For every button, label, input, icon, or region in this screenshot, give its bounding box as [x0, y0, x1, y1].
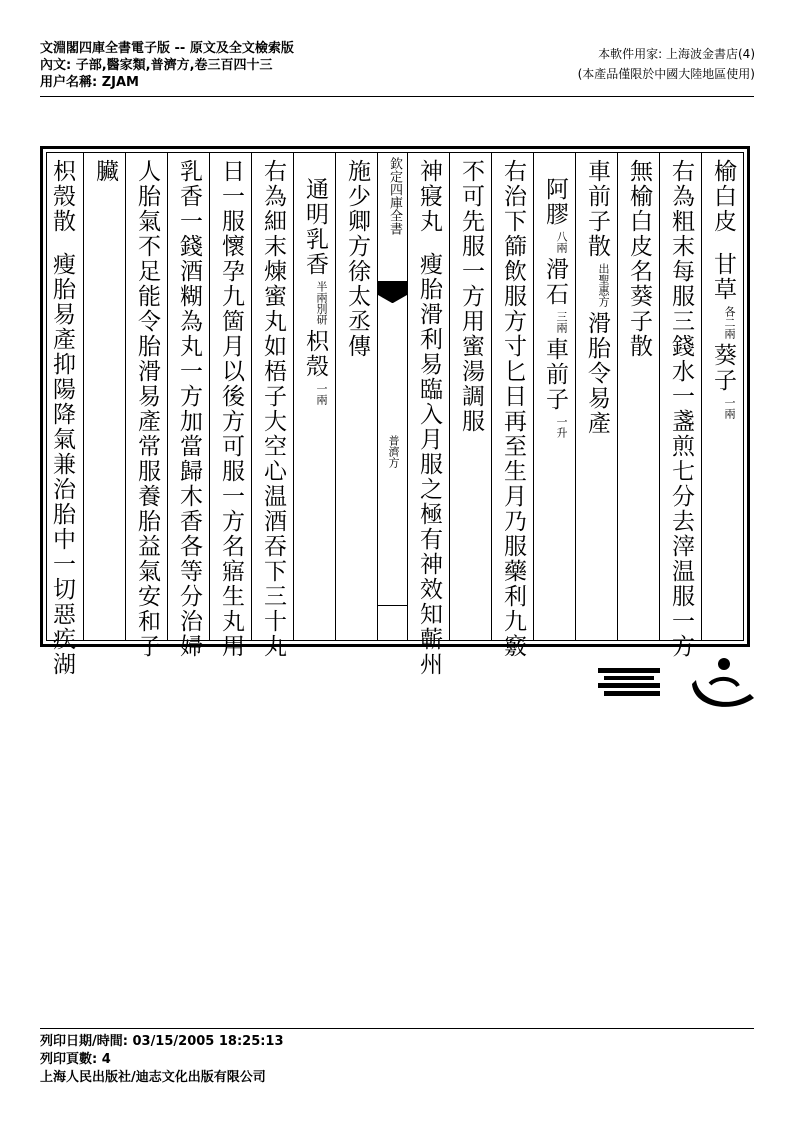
main-text: 日一服懷孕九箇月以後方可服一方名寤生丸用 [218, 159, 244, 659]
footer [40, 1033, 284, 1087]
text-column [335, 153, 377, 640]
spine-book-name: 普濟方 [387, 435, 400, 468]
spine-divider [378, 605, 407, 606]
text-column [125, 153, 167, 659]
text-column [449, 153, 491, 640]
main-text: 神寢丸 [416, 159, 442, 234]
publisher-seal-icon [598, 666, 662, 698]
column-text [211, 159, 251, 659]
main-text: 甘草 [710, 252, 736, 302]
text-column [41, 153, 83, 677]
main-text: 阿膠 [542, 177, 568, 227]
page-frame [40, 146, 750, 677]
annotation-note: 一兩 [723, 397, 736, 419]
annotation-note: 各二兩 [723, 306, 736, 339]
header-restriction: (本產品僅限於中國大陸地區使用) [577, 67, 755, 81]
header-rule [40, 96, 754, 97]
main-text: 臟 [92, 159, 118, 184]
column-text [577, 159, 617, 436]
main-text: 施少卿方徐太丞傳 [344, 159, 370, 359]
footer-print-date: 列印日期/時間: 03/15/2005 18:25:13 [40, 1034, 284, 1049]
annotation-note: 一兩 [315, 383, 328, 405]
annotation-note: 一升 [555, 416, 568, 438]
header-title: 文淵閣四庫全書電子版 -- 原文及全文檢索版 [40, 41, 294, 56]
main-text: 葵子 [710, 343, 736, 393]
column-text [295, 159, 335, 409]
header-content: 內文: 子部,醫家類,普濟方,卷三百四十三 [40, 58, 273, 73]
main-text: 車前子 [542, 337, 568, 412]
spine-title: 欽定四庫全書 [387, 157, 402, 235]
column-text [127, 159, 167, 659]
column-text [619, 159, 659, 359]
column-text [253, 159, 293, 659]
text-column [659, 153, 701, 659]
column-text [409, 159, 449, 677]
footer-publisher: 上海人民出版社/迪志文化出版有限公司 [40, 1070, 266, 1085]
text-column [251, 153, 293, 659]
annotation-note: 出聖惠方 [597, 263, 610, 307]
column-text [493, 159, 533, 659]
text-column [209, 153, 251, 659]
main-text: 車前子散 [584, 159, 610, 259]
column-text [451, 159, 491, 434]
main-text: 枳殼散 [49, 159, 75, 234]
annotation-note: 半兩別研 [315, 281, 328, 325]
main-text: 右治下篩飲服方寸匕日再至生月乃服藥利九竅 [500, 159, 526, 659]
annotation-note: 三兩 [555, 311, 568, 333]
main-text: 無榆白皮名葵子散 [626, 159, 652, 359]
main-text: 右為粗末每服三錢水一盞煎七分去滓温服一方 [668, 159, 694, 659]
footer-rule [40, 1028, 754, 1029]
text-area [46, 152, 744, 677]
main-text: 乳香一錢酒糊為丸一方加當歸木香各等分治婦 [176, 159, 202, 659]
main-text: 人胎氣不足能令胎滑易產常服養胎益氣安和子 [134, 159, 160, 659]
fish-tail-mark [378, 281, 407, 295]
publisher-logo-icon [688, 654, 756, 712]
text-column [407, 153, 449, 677]
main-text: 滑胎令易產 [584, 311, 610, 436]
main-text: 通明乳香 [302, 177, 328, 277]
column-text [42, 159, 82, 677]
text-column [167, 153, 209, 659]
header-licensee: 本軟件用家: 上海波金書店(4) [598, 47, 755, 61]
annotation-note: 八兩 [555, 231, 568, 253]
text-column [533, 153, 575, 640]
main-text: 枳殼 [302, 329, 328, 379]
main-text: 榆白皮 [710, 159, 736, 234]
column-text [337, 159, 377, 359]
text-column [617, 153, 659, 640]
main-text: 滑石 [542, 257, 568, 307]
column-text [169, 159, 209, 659]
column-text [703, 159, 743, 423]
column-text [661, 159, 701, 659]
column-text [535, 159, 575, 442]
main-text: 右為細末煉蜜丸如梧子大空心温酒吞下三十丸 [260, 159, 286, 659]
header-right [578, 44, 755, 84]
text-column [293, 153, 335, 640]
header-user: 用户名稱: ZJAM [40, 75, 139, 90]
footer-print-pages: 列印頁數: 4 [40, 1052, 111, 1067]
text-column [491, 153, 533, 659]
book-spine [377, 153, 407, 640]
text-column [701, 153, 743, 640]
text-column [83, 153, 125, 640]
text-column [575, 153, 617, 640]
main-text: 不可先服一方用蜜湯調服 [458, 159, 484, 434]
main-text: 瘦胎易產抑陽降氣兼治胎中一切惡疾湖 [49, 252, 75, 677]
header-left [40, 40, 294, 91]
column-text [85, 159, 125, 184]
main-text: 瘦胎滑利易臨入月服之極有神效知蘄州 [416, 252, 442, 677]
